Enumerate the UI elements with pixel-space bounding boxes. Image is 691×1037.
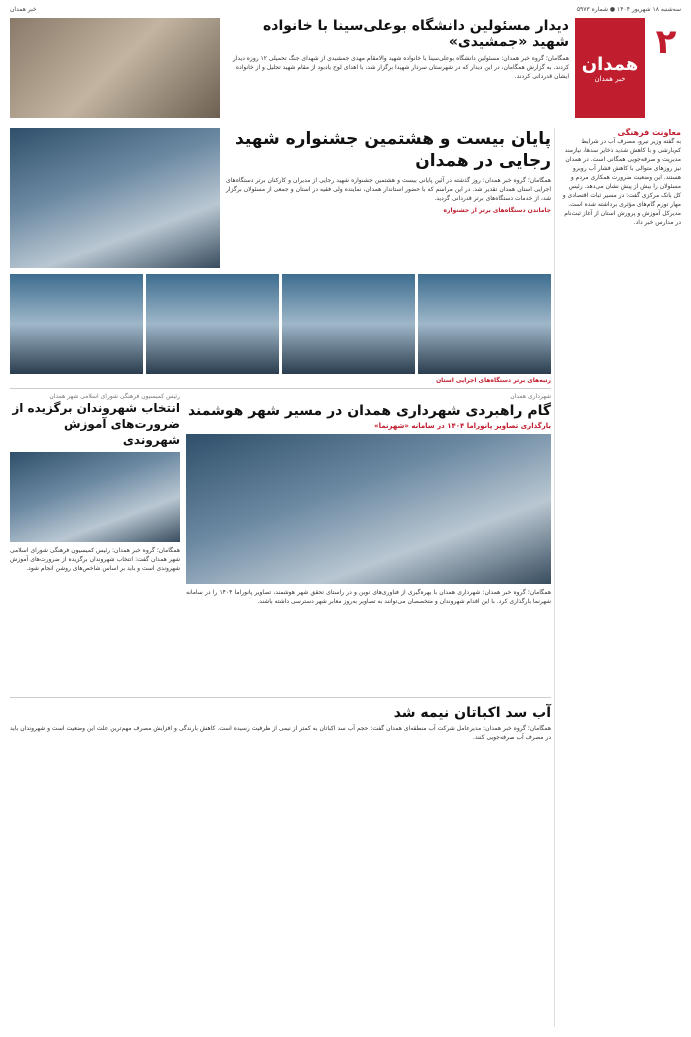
divider xyxy=(10,697,551,698)
story4-body: همگامان؛ گروه خبر همدان: مدیرعامل شرکت آب منطقه‌ای همدان گفت: حجم آب سد اکباتان به کمتر از نیمی از ظرفیت رسیده است. کاهش بارندگی و افزایش مصرف مهم‌ترین علت این وضعیت است و شهروندان باید در مصرف آب صرفه‌جویی کنند. xyxy=(10,725,551,741)
main-content xyxy=(10,128,551,1027)
story1-photo-strip xyxy=(10,274,551,374)
story3-photo xyxy=(10,452,180,542)
lead-photo xyxy=(10,18,220,118)
section-name: خبر همدان xyxy=(10,6,37,13)
sidebar-mark: معاونت فرهنگی xyxy=(617,128,681,137)
story3-title: انتخاب شهروندان برگزیده از ضرورت‌های آموزش شهروندی xyxy=(12,401,180,447)
photo-speaker-3 xyxy=(146,274,279,374)
issue-info: سه‌شنبه ۱۸ شهریور ۱۴۰۴ ● شماره ۵۹۷۳ xyxy=(576,6,681,13)
top-bar xyxy=(10,6,681,16)
lead-title: دیدار مسئولین دانشگاه بوعلی‌سینا با خانواده شهید «جمشیدی» xyxy=(263,18,569,50)
sidebar-column xyxy=(554,128,681,1027)
story2-title: گام راهبردی شهرداری همدان در مسیر شهر هوشمند xyxy=(187,403,551,419)
story3-body: همگامان؛ گروه خبر همدان: رئیس کمیسیون فرهنگی شورای اسلامی شهر همدان گفت: انتخاب شهروندان برگزیده از ضرورت‌های آموزش شهروندی است و باید بر اساس شاخص‌های روشن انجام شود. xyxy=(10,547,180,572)
divider xyxy=(10,388,551,389)
photo-speaker-2 xyxy=(282,274,415,374)
story2 xyxy=(186,393,551,693)
sidebar-text: به گفته وزیر نیرو، مصرف آب در شرایط کم‌بارشی و با کاهش شدید ذخایر سدها، نیازمند مدیریت و صرفه‌جویی همگانی است. در همدان نیز روزهای متوالی با کاهش فشار آب روبرو هستند. این وضعیت ضرورت همکاری مردم و مسئولان را بیش از پیش نشان می‌دهد. رئیس کل بانک مرکزی گفت: در مسیر ثبات اقتصادی و مهار تورم گام‌های مؤثری برداشته شده است. مدیرکل آموزش و پرورش استان از آغاز ثبت‌نام در مدارس خبر داد. xyxy=(562,138,681,226)
story1-title: پایان بیست و هشتمین جشنواره شهید رجایی در همدان xyxy=(235,129,551,171)
story4-title: آب سد اکباتان نیمه شد xyxy=(393,705,551,721)
story3-label: رئیس کمیسیون فرهنگی شورای اسلامی شهر همدان xyxy=(49,393,180,400)
page-number: ۲ xyxy=(655,22,677,62)
logo xyxy=(575,18,645,118)
story2-photo xyxy=(186,434,551,584)
lead-story xyxy=(226,18,569,118)
story2-label: شهرداری همدان xyxy=(510,393,551,400)
lead-body: همگامان؛ گروه خبر همدان: مسئولین دانشگاه بوعلی‌سینا با خانواده شهید والامقام مهدی جمشیدی از شهدای جنگ تحمیلی ۱۲ روزه دیدار کردند. به گزارش همگامان، در این دیدار که در شهرستان سردار شهیدا برگزار شد، با اهدای لوح یادبود از مقام شهید تجلیل و از خانواده ایشان قدردانی کردند. xyxy=(232,55,569,80)
story1-note2: رتبه‌های برتر دستگاه‌های اجرایی استان xyxy=(436,377,551,384)
logo-tag: خبر همدان xyxy=(594,74,626,83)
header-band xyxy=(10,18,681,118)
story1-body: همگامان؛ گروه خبر همدان: روز گذشته در آئین پایانی بیست و هشتمین جشنواره شهید رجایی از مدیران و کارکنان برتر دستگاه‌های اجرایی استان همدان تقدیر شد. در این مراسم که با حضور استاندار همدان، نماینده ولی فقیه در استان و جمعی از مسئولان برگزار شد، از خدمات دستگاه‌های برتر قدردانی گردید. xyxy=(226,177,551,202)
story2-body: همگامان؛ گروه خبر همدان: شهرداری همدان با بهره‌گیری از فناوری‌های نوین و در راستای تحقق شهر هوشمند، تصاویر پانوراما ۱۴۰۴ را در سامانه شهرنما بارگذاری کرد. با این اقدام شهروندان و متخصصان می‌توانند به تصاویر به‌روز معابر شهر دسترسی داشته باشند. xyxy=(186,589,552,605)
photo-speaker-4 xyxy=(10,274,143,374)
story1-note1: جاماندن دستگاه‌های برتر از جشنواره xyxy=(443,207,551,214)
story2-subtitle: بارگذاری تصاویر پانوراما ۱۴۰۴ در سامانه «شهرنما» xyxy=(374,422,551,430)
story1-text-block xyxy=(226,128,551,268)
story3 xyxy=(10,393,180,693)
photo-speaker-1 xyxy=(418,274,551,374)
logo-name: همدان xyxy=(581,53,639,75)
story4 xyxy=(10,702,551,742)
story1-hall-photo xyxy=(10,128,220,268)
